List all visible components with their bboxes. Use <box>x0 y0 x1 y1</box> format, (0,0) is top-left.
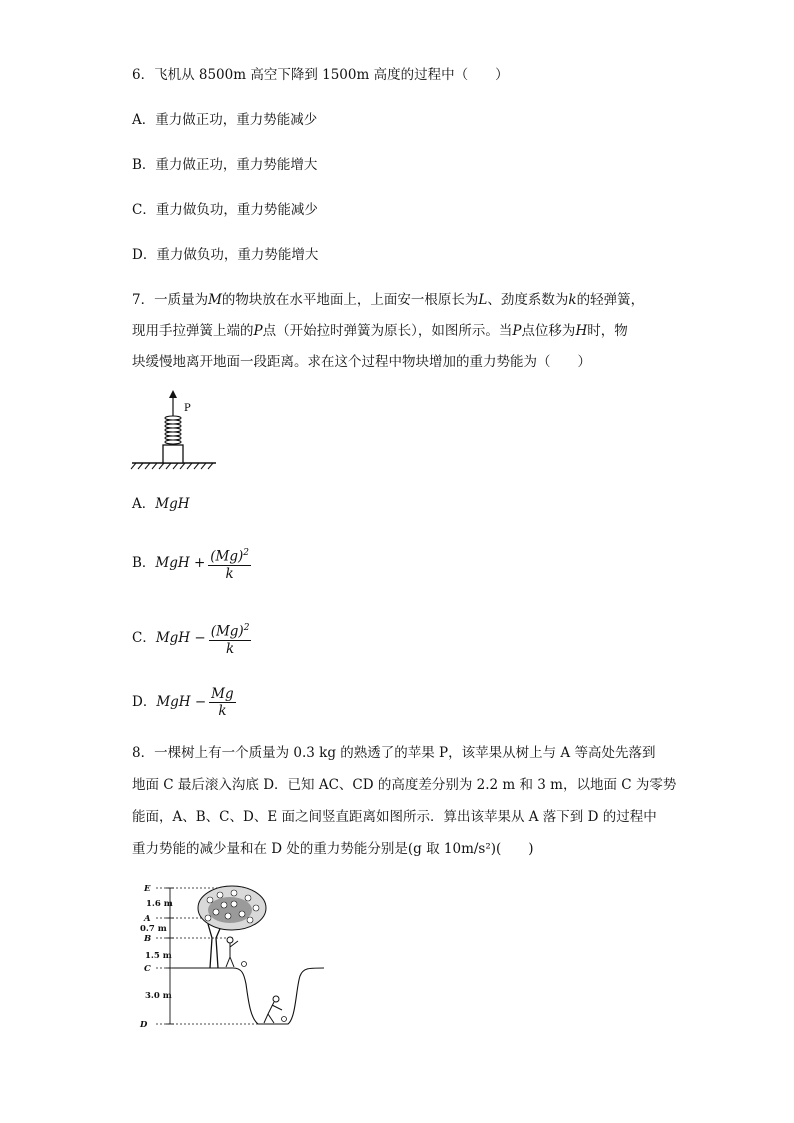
tree-trunk <box>208 924 222 968</box>
option-expr: MgH − <box>156 694 207 710</box>
pull-arrow-head <box>169 390 177 398</box>
denominator: k <box>218 703 227 719</box>
q8-line4: 重力势能的减少量和在 D 处的重力势能分别是(g 取 10m/s²)( ) <box>132 841 534 857</box>
q7-option-c <box>132 620 251 657</box>
q7-var-p: P <box>512 323 522 339</box>
spring-block-figure <box>130 388 220 470</box>
denominator: k <box>225 640 235 657</box>
level-e-label: E <box>144 884 151 894</box>
exponent: 2 <box>243 623 250 633</box>
q7-text: 7．一质量为 <box>132 292 209 308</box>
ground-profile <box>174 968 324 1024</box>
apple-on-ground <box>242 962 247 967</box>
option-label: D． <box>132 694 157 710</box>
option-expr: MgH + <box>155 554 206 571</box>
apple-tree-figure <box>138 878 328 1028</box>
block <box>163 445 183 463</box>
q6-option-a: A．重力做正功，重力势能减少 <box>132 112 318 128</box>
point-p-label: P <box>184 403 191 414</box>
q7-text: 时，物 <box>587 323 628 339</box>
level-a-label: A <box>144 914 151 924</box>
q6-option-b: B．重力做正功，重力势能增大 <box>132 157 318 173</box>
distance-ea: 1.6 m <box>146 899 173 909</box>
q7-option-b <box>132 545 251 582</box>
q8-line1: 8．一棵树上有一个质量为 0.3 kg 的熟透了的苹果 P，该苹果从树上与 A 等高处先落到 <box>132 745 656 761</box>
fraction <box>208 545 251 582</box>
q7-text: 、劲度系数为 <box>487 292 569 308</box>
q7-text: 的物块放在水平地面上，上面安一根原长为 <box>221 292 479 308</box>
ground-hatching <box>131 463 213 469</box>
spring <box>165 416 181 444</box>
level-d-label: D <box>140 1020 148 1028</box>
q7-text: 现用手拉弹簧上端的 <box>132 323 254 339</box>
level-c-label: C <box>144 964 151 974</box>
fraction <box>209 686 235 719</box>
q6-option-c: C．重力做负功，重力势能减少 <box>132 202 318 218</box>
numerator: (Mg) <box>210 548 244 565</box>
q7-var-l: L <box>478 292 488 308</box>
q7-option-a <box>132 495 190 513</box>
q7-stem-line3: 块缓慢地离开地面一段距离。求在这个过程中物块增加的重力势能为（ ） <box>132 354 591 370</box>
q8-line3: 能面，A、B、C、D、E 面之间竖直距离如图所示．算出该苹果从 A 落下到 D 的过程中 <box>132 809 657 825</box>
option-label: A． <box>132 496 156 512</box>
q7-stem-line1 <box>132 291 644 309</box>
option-label: C． <box>132 629 156 646</box>
numerator: Mg <box>211 686 234 702</box>
q7-var-p: P <box>253 323 263 339</box>
q8-line2: 地面 C 最后滚入沟底 D．已知 AC、CD 的高度差分别为 2.2 m 和 3 m，以地面 C 为零势 <box>132 777 677 793</box>
q7-var-h: H <box>575 323 588 339</box>
person-standing <box>226 937 238 967</box>
level-b-label: B <box>144 934 152 944</box>
q7-text: 点位移为 <box>521 323 576 339</box>
q7-stem-line2 <box>132 322 628 340</box>
q7-text: 的轻弹簧， <box>576 292 645 308</box>
distance-ab: 0.7 m <box>140 924 167 934</box>
q7-var-m: M <box>208 292 222 308</box>
q7-text: 点（开始拉时弹簧为原长），如图所示。当 <box>262 323 513 339</box>
denominator: k <box>225 565 234 582</box>
q7-option-d <box>132 686 236 719</box>
q6-stem: 6．飞机从 8500m 高空下降到 1500m 高度的过程中（ ） <box>132 67 509 83</box>
exponent: 2 <box>243 548 249 558</box>
q7-var-k: k <box>568 292 577 308</box>
option-label: B． <box>132 554 156 571</box>
person-in-ditch <box>264 996 282 1023</box>
distance-bc: 1.5 m <box>145 951 172 961</box>
apple-in-ditch <box>282 1017 287 1022</box>
option-expr: MgH <box>155 496 190 512</box>
numerator: (Mg) <box>210 623 244 640</box>
distance-cd: 3.0 m <box>145 991 172 1001</box>
fraction <box>209 620 252 657</box>
q6-option-d: D．重力做负功，重力势能增大 <box>132 247 319 263</box>
option-expr: MgH − <box>155 629 206 646</box>
